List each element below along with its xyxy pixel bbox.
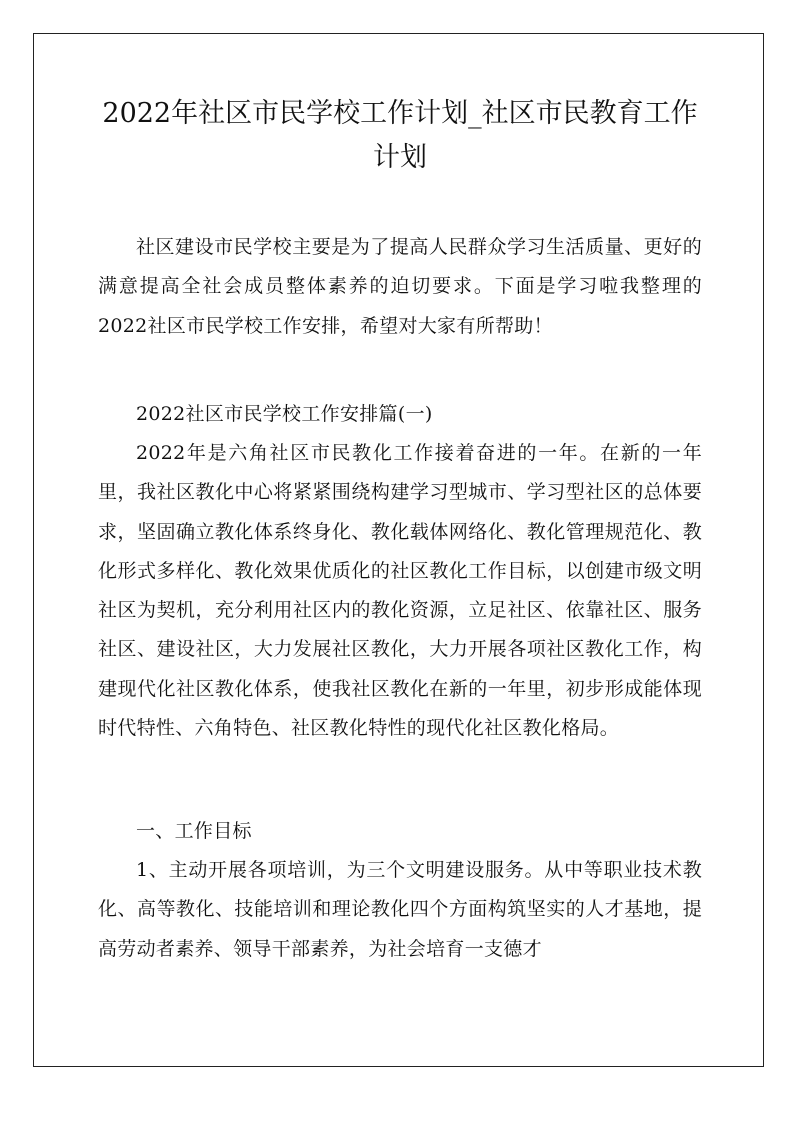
body-paragraph-2: 1、主动开展各项培训，为三个文明建设服务。从中等职业技术教化、高等教化、技能培训和理论教化四个方面构筑坚实的人才基地，提高劳动者素养、领导干部素养，为社会培育一支德才 — [98, 859, 702, 960]
section-heading: 2022社区市民学校工作安排篇(一) — [136, 403, 433, 425]
goals-heading: 一、工作目标 — [136, 820, 252, 842]
document-title: 2022年社区市民学校工作计划_社区市民教育工作计划 — [102, 98, 698, 173]
body-paragraph-1: 2022年是六角社区市民教化工作接着奋进的一年。在新的一年里，我社区教化中心将紧紧围绕构建学习型城市、学习型社区的总体要求，坚固确立教化体系终身化、教化载体网络化、教化管理规范化、教化形式多样化、教化效果优质化的社区教化工作目标，以创建市级文明社区为契机，充分利用社区内的教化资源，立足社区、依靠社区、服务社区、建设社区，大力发展社区教化，大力开展各项社区教化工作，构建现代化社区教化体系，使我社区教化在新的一年里，初步形成能体现时代特性、六角特色、社区教化特性的现代化社区教化格局。 — [98, 442, 702, 740]
intro-paragraph: 社区建设市民学校主要是为了提高人民群众学习生活质量、更好的满意提高全社会成员整体素养的迫切要求。下面是学习啦我整理的2022社区市民学校工作安排，希望对大家有所帮助！ — [98, 236, 702, 337]
